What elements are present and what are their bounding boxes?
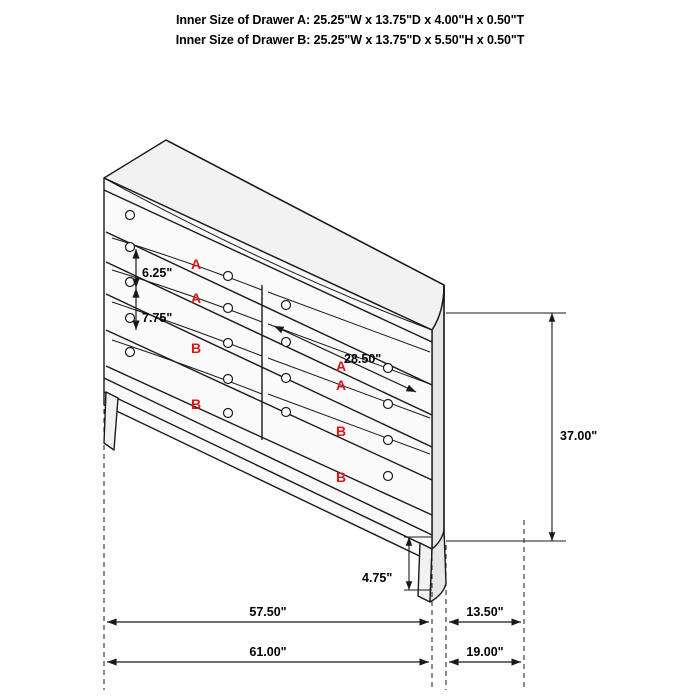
dresser-leg-front-left — [104, 392, 118, 450]
drawer-letter-left-3: B — [190, 340, 202, 356]
dim-label-total-height: 37.00" — [560, 429, 598, 443]
drawer-letter-right-3: B — [335, 423, 347, 439]
header-line-drawer-b: Inner Size of Drawer B: 25.25"W x 13.75"D x 5.50"H x 0.50"T — [175, 33, 525, 47]
knob — [224, 272, 233, 281]
knob — [282, 374, 291, 383]
drawer-letter-right-2: A — [335, 377, 347, 393]
drawer-letter-left-1: A — [190, 256, 202, 272]
drawer-letter-left-2: A — [190, 290, 202, 306]
knob — [384, 472, 393, 481]
knob — [384, 364, 393, 373]
drawer-letter-right-4: B — [335, 469, 347, 485]
knob — [126, 243, 135, 252]
knob — [126, 314, 135, 323]
knob — [224, 339, 233, 348]
dim-label-overall-width: 61.00" — [249, 645, 287, 659]
dim-label-overall-depth: 19.00" — [466, 645, 504, 659]
dresser-body — [104, 140, 512, 602]
dresser-rear-leg-group — [498, 520, 516, 572]
dim-label-drawer-width: 28.50" — [344, 352, 382, 366]
knob — [224, 375, 233, 384]
dim-label-drawer-a-height: 6.25" — [142, 266, 173, 280]
drawer-letter-right-1: A — [335, 358, 347, 374]
knob — [384, 436, 393, 445]
knob — [282, 301, 291, 310]
total-height-dimension-group — [446, 313, 566, 541]
dresser-right-side-panel — [432, 285, 444, 562]
knob — [282, 338, 291, 347]
dim-label-side-depth: 13.50" — [466, 605, 504, 619]
knob — [224, 409, 233, 418]
knob — [224, 304, 233, 313]
knob — [126, 211, 135, 220]
dim-label-front-width: 57.50" — [249, 605, 287, 619]
knob — [126, 278, 135, 287]
knob — [282, 408, 291, 417]
header-line-drawer-a: Inner Size of Drawer A: 25.25"W x 13.75"D x 4.00"H x 0.50"T — [175, 13, 525, 27]
knob — [384, 400, 393, 409]
knob — [126, 348, 135, 357]
dim-label-drawer-b-height: 7.75" — [142, 311, 173, 325]
drawer-letter-left-4: B — [190, 396, 202, 412]
dim-label-leg-height: 4.75" — [362, 571, 393, 585]
